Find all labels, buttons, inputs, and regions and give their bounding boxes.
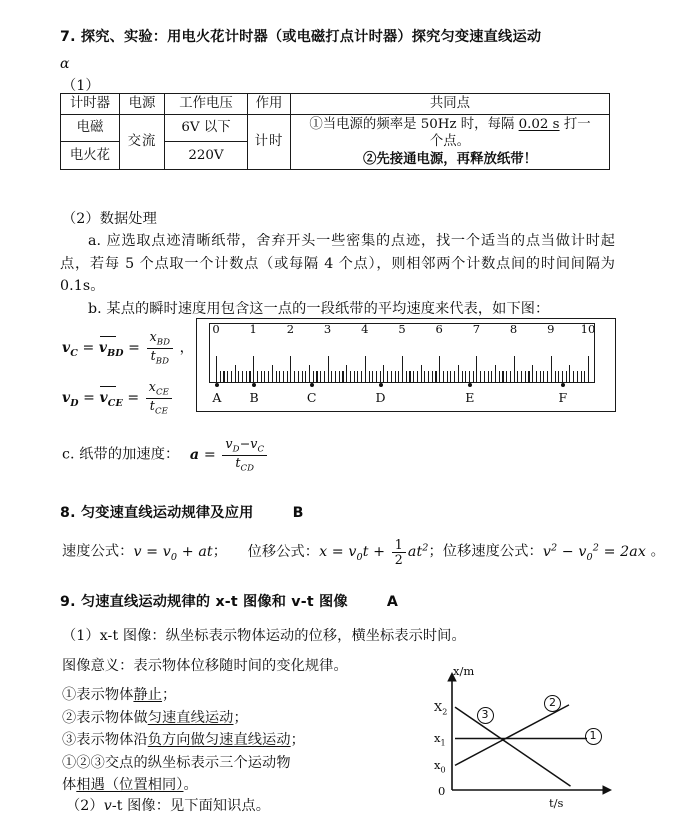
- ruler-minor-tick: [421, 365, 422, 382]
- common-point-1-lead: ①当电源的频率是 50Hz 时，每隔: [309, 116, 519, 132]
- ruler-minor-tick: [547, 371, 548, 382]
- ruler-minor-tick: [272, 365, 273, 382]
- formula-accel-minus: −: [239, 436, 251, 451]
- section-7-number: 7.: [60, 29, 76, 45]
- ruler-minor-tick: [521, 371, 522, 382]
- formula-vd-den-sub: CE: [154, 406, 168, 417]
- formula-vd-fraction: [146, 380, 172, 416]
- ruler-minor-tick: [469, 371, 470, 382]
- ruler-minor-tick: [350, 371, 351, 382]
- ruler-minor-tick: [346, 365, 347, 382]
- section-7-heading: [60, 27, 675, 48]
- ruler-minor-tick: [283, 371, 284, 382]
- section-8-grade: B: [292, 505, 304, 521]
- ruler-minor-tick: [577, 371, 578, 382]
- common-point-2: ②先接通电源，再释放纸带！: [362, 150, 538, 167]
- ruler-major-tick: [253, 356, 254, 382]
- list-item-tail: ；: [233, 709, 248, 726]
- ruler-minor-tick: [316, 371, 317, 382]
- formula-vc-numerator: $x_{BD}$: [147, 330, 174, 349]
- ruler-tick-row: [210, 324, 594, 382]
- list-item-emphasis: 匀速直线运动: [147, 709, 234, 726]
- ruler-minor-tick: [581, 371, 582, 382]
- formula-vc-mid-sub: BD: [107, 347, 124, 359]
- formula-accel-numerator: $v_D-v_C$: [222, 437, 267, 456]
- ruler-minor-tick: [231, 371, 232, 382]
- ruler-point-dot: [379, 383, 383, 387]
- ruler-point-dot: [561, 383, 565, 387]
- list-item: [62, 729, 392, 752]
- formula-vd-lhs-sub: D: [70, 397, 79, 409]
- ruler-minor-tick: [380, 371, 381, 382]
- ruler-minor-tick: [279, 371, 280, 382]
- ruler-minor-tick: [506, 371, 507, 382]
- ruler-minor-tick: [249, 371, 250, 382]
- displacement-formula-label: 位移公式：: [247, 543, 320, 560]
- ruler-minor-tick: [417, 371, 418, 382]
- section-9-title: 匀速直线运动规律的 x-t 图像和 v-t 图像: [80, 594, 348, 610]
- one-half-denominator: 2: [394, 551, 403, 567]
- formula-vc-den-sub: BD: [155, 356, 170, 367]
- ruler-minor-tick: [502, 371, 503, 382]
- section-9-paragraph-3: [66, 795, 270, 818]
- table-header-power: 电源: [120, 94, 165, 115]
- ruler-major-tick: [365, 356, 366, 382]
- ruler-minor-tick: [383, 365, 384, 382]
- ruler-tick-label: 6: [435, 322, 443, 336]
- formula-accel-lhs: a: [189, 446, 200, 463]
- ruler-minor-tick: [372, 371, 373, 382]
- cell-device-electromagnetic: 电磁: [61, 114, 120, 142]
- ruler-minor-tick: [558, 371, 559, 382]
- speed-formula-label: 速度公式：: [62, 543, 134, 560]
- ruler-minor-tick: [298, 371, 299, 382]
- ruler-minor-tick: [480, 371, 481, 382]
- ruler-minor-tick: [406, 371, 407, 382]
- ruler-body: [209, 323, 595, 383]
- ruler-minor-tick: [495, 365, 496, 382]
- table-header-row: [61, 94, 610, 115]
- ruler-minor-tick: [528, 371, 529, 382]
- xt-graph-annotation: 1: [585, 728, 602, 745]
- ruler-minor-tick: [447, 371, 448, 382]
- formula-vd-denominator: $t_{CE}$: [149, 397, 168, 417]
- ruler-minor-tick: [339, 371, 340, 382]
- section-9-p3-v: v: [103, 798, 112, 814]
- ruler-tick-label: 4: [361, 322, 369, 336]
- ruler-point-label: D: [375, 390, 386, 405]
- ruler-minor-tick: [517, 371, 518, 382]
- formula-vd-mid-sub: CE: [107, 397, 123, 409]
- ruler-minor-tick: [287, 371, 288, 382]
- ruler-tick-label: 8: [509, 322, 518, 336]
- data-processing-heading: （2）数据处理: [62, 211, 157, 227]
- ruler-minor-tick: [450, 371, 451, 382]
- ruler-tick-label: 1: [249, 322, 257, 336]
- ruler-minor-tick: [409, 371, 410, 382]
- section-9-p3-b: -t 图像：见下面知识点。: [111, 798, 271, 814]
- table-header-use: 作用: [248, 94, 291, 115]
- list-item-emphasis: 静止: [133, 687, 163, 703]
- xt-graph-x-axis-label: t/s: [549, 796, 564, 810]
- formula-accel-den-sub: CD: [240, 463, 255, 474]
- ruler-major-tick: [328, 356, 329, 382]
- speed-formula-sep: ；: [212, 543, 227, 560]
- ruler-point-dot: [468, 383, 472, 387]
- ruler-minor-tick: [398, 371, 399, 382]
- section-8-number: 8.: [60, 505, 76, 521]
- section-9-list: [62, 684, 392, 797]
- ruler-minor-tick: [223, 371, 224, 382]
- timer-comparison-table: [60, 93, 610, 170]
- ruler-tick-label: 9: [547, 322, 555, 336]
- table-row: [61, 114, 610, 142]
- ruler-minor-tick: [264, 371, 265, 382]
- data-processing-b: b. 某点的瞬时速度用包含这一点的一段纸带的平均速度来代表，如下图：: [88, 301, 550, 317]
- ruler-point-label: E: [465, 390, 475, 405]
- ruler-minor-tick: [562, 371, 563, 382]
- list-item-tail: ；: [162, 687, 177, 703]
- xt-graph-y-tick-label: $x_0$: [434, 758, 446, 775]
- formula-vc: $v_C = v_{BD}$ = $\frac{x_{BD}}{t_{BD}}$ ，: [62, 329, 194, 367]
- formula-vc-num-sub: BD: [156, 337, 171, 348]
- ruler-minor-tick: [510, 371, 511, 382]
- xt-graph-annotation: 2: [544, 695, 561, 712]
- formula-vd-num-sub: CE: [155, 387, 169, 398]
- ruler-minor-tick: [238, 371, 239, 382]
- common-point-1: [293, 116, 607, 134]
- list-item: [62, 752, 392, 775]
- ruler-minor-tick: [432, 371, 433, 382]
- ruler-minor-tick: [387, 371, 388, 382]
- one-half-fraction: [392, 538, 406, 565]
- ruler-minor-tick: [391, 371, 392, 382]
- ruler-minor-tick: [435, 371, 436, 382]
- xt-graph-y-tick-label: $x_1$: [434, 731, 446, 748]
- ruler-major-tick: [402, 356, 403, 382]
- ruler-major-tick: [439, 356, 440, 382]
- ruler-minor-tick: [324, 371, 325, 382]
- velocity-displacement-period: 。: [645, 543, 665, 560]
- ruler-minor-tick: [246, 371, 247, 382]
- velocity-displacement-label: 位移速度公式：: [442, 543, 543, 560]
- list-item-emphasis: 相遇（位置相同）: [76, 777, 184, 793]
- ruler-major-tick: [514, 356, 515, 382]
- common-point-1-tail: 打一: [559, 116, 591, 132]
- ruler-minor-tick: [525, 371, 526, 382]
- section-9-p3-a: （2）: [66, 798, 104, 814]
- ruler-minor-tick: [305, 371, 306, 382]
- xt-graph-origin-label: 0: [438, 784, 446, 798]
- ruler-minor-tick: [573, 371, 574, 382]
- one-half-numerator: 1: [392, 538, 406, 552]
- ruler-minor-tick: [555, 371, 556, 382]
- ruler-minor-tick: [413, 371, 414, 382]
- section-7-alpha: α: [60, 56, 70, 72]
- ruler-minor-tick: [454, 371, 455, 382]
- displacement-formula-sep: ；: [428, 543, 443, 560]
- ruler-minor-tick: [331, 371, 332, 382]
- xt-graph-line-③: [455, 707, 571, 786]
- formula-acceleration: a = $\frac{v_D-v_C}{t_{CD}}$: [190, 447, 269, 463]
- list-item-lead: 体: [62, 777, 77, 793]
- formula-vd-lhs: $v_D$: [62, 389, 79, 409]
- ruler-minor-tick: [424, 371, 425, 382]
- ruler-point-label: C: [306, 390, 317, 405]
- ruler-tick-label: 2: [286, 322, 295, 336]
- formula-vd: $v_D = v_{CE}$ = $\frac{x_{CE}}{t_{CE}}$: [62, 380, 174, 416]
- ruler-tick-label: 3: [323, 322, 332, 336]
- ruler-minor-tick: [342, 371, 343, 382]
- ruler-major-tick: [216, 356, 217, 382]
- section-9-heading: [60, 592, 398, 613]
- xt-graph-svg: [432, 662, 632, 812]
- velocity-displacement-formula: $v^2 - v_0^2 = 2ax$: [542, 542, 646, 563]
- ruler-minor-tick: [257, 371, 258, 382]
- ruler-minor-tick: [499, 371, 500, 382]
- ruler-minor-tick: [235, 365, 236, 382]
- formula-vc-comma: ，: [179, 339, 194, 356]
- ruler-minor-tick: [354, 371, 355, 382]
- formula-vc-mid: $v_{BD}$: [99, 337, 124, 365]
- common-point-1-cont: 个点。: [429, 134, 471, 149]
- ruler-minor-tick: [569, 365, 570, 382]
- ruler-minor-tick: [465, 371, 466, 382]
- section-9-paragraph-2: 图像意义：表示物体位移随时间的变化规律。: [62, 658, 348, 674]
- xt-graph-y-tick-label: $X_2$: [434, 700, 448, 717]
- ruler-point-dot: [252, 383, 256, 387]
- cell-device-spark: 电火花: [61, 142, 120, 170]
- ruler-minor-tick: [357, 371, 358, 382]
- cell-use-timing: 计时: [248, 114, 291, 170]
- ruler-minor-tick: [276, 371, 277, 382]
- acceleration-label: c. 纸带的加速度：: [62, 446, 180, 463]
- formula-vc-denominator: $t_{BD}$: [150, 347, 170, 367]
- ruler-minor-tick: [313, 371, 314, 382]
- common-point-1-interval: 0.02 s: [518, 116, 560, 132]
- xt-graph-annotation: 3: [477, 707, 494, 724]
- ruler-minor-tick: [443, 371, 444, 382]
- section-9-grade: A: [386, 594, 399, 610]
- ruler-tick-label: 10: [580, 322, 596, 336]
- ruler-minor-tick: [302, 371, 303, 382]
- table-header-common: 共同点: [291, 94, 610, 115]
- ruler-minor-tick: [294, 371, 295, 382]
- section-8-heading: [60, 503, 304, 524]
- speed-formula: $v = v_0$ + at: [133, 543, 213, 563]
- list-item-emphasis: 负方向做匀速直线运动: [147, 732, 291, 748]
- list-item: [62, 774, 392, 797]
- displacement-formula: $x = v_0t$ + $\frac{1}{2}$ $at^2$: [319, 537, 429, 567]
- ruler-minor-tick: [361, 371, 362, 382]
- table-header-device: 计时器: [61, 94, 120, 115]
- formula-accel-fraction: [222, 437, 267, 473]
- section-7-title: 探究、实验：用电火花计时器（或电磁打点计时器）探究匀变速直线运动: [80, 29, 542, 45]
- xt-graph: [432, 662, 632, 812]
- formula-vc-lhs: $v_C$: [62, 339, 78, 359]
- ruler-minor-tick: [488, 371, 489, 382]
- xt-graph-y-axis-label: x/m: [453, 664, 475, 678]
- ruler-point-label: A: [212, 390, 222, 405]
- acceleration-line: [62, 437, 269, 473]
- formula-vc-fraction: [147, 330, 174, 366]
- list-item-lead: ①②③交点的纵坐标表示三个运动物: [62, 754, 291, 771]
- ruler-minor-tick: [540, 371, 541, 382]
- list-item-lead: ②表示物体做: [62, 709, 148, 726]
- cell-common-points: [291, 114, 610, 170]
- ruler-minor-tick: [227, 371, 228, 382]
- section-8-title: 匀变速直线运动规律及应用: [80, 505, 254, 521]
- formula-vd-mid: $v_{CE}$: [100, 387, 123, 415]
- ruler-major-tick: [588, 356, 589, 382]
- formula-accel-denominator: $t_{CD}$: [235, 454, 255, 474]
- cell-power-ac: 交流: [120, 114, 165, 170]
- list-item-lead: ③表示物体沿: [62, 732, 148, 748]
- ruler-minor-tick: [543, 371, 544, 382]
- section-7-item-1: （1）: [62, 78, 100, 94]
- list-item: [62, 684, 392, 707]
- ruler-minor-tick: [584, 371, 585, 382]
- section-9-paragraph-1: （1）x-t 图像：纵坐标表示物体运动的位移，横坐标表示时间。: [62, 628, 466, 644]
- ruler-point-dot: [215, 383, 219, 387]
- ruler-minor-tick: [320, 371, 321, 382]
- ruler-minor-tick: [473, 371, 474, 382]
- ruler-minor-tick: [566, 371, 567, 382]
- ruler-point-row: [209, 383, 593, 409]
- ruler-major-tick: [290, 356, 291, 382]
- ruler-minor-tick: [376, 371, 377, 382]
- list-item-lead: ①表示物体: [62, 687, 134, 703]
- ruler-point-label: B: [249, 390, 259, 405]
- data-processing-a: a. 应选取点迹清晰纸带，舍弃开头一些密集的点迹，找一个适当的点当做计时起点，若每 5 个点取一个计数点（或每隔 4 个点），则相邻两个计数点间的时间间隔为 0.1s。: [60, 233, 615, 294]
- list-item-tail: 。: [183, 777, 198, 793]
- cell-voltage-high: 220V: [165, 142, 248, 170]
- ruler-minor-tick: [491, 371, 492, 382]
- formula-vc-lhs-sub: C: [70, 347, 78, 359]
- ruler-figure: [196, 318, 616, 412]
- ruler-minor-tick: [395, 371, 396, 382]
- table-header-voltage: 工作电压: [165, 94, 248, 115]
- ruler-point-label: F: [558, 390, 568, 405]
- ruler-minor-tick: [261, 371, 262, 382]
- ruler-minor-tick: [428, 371, 429, 382]
- ruler-minor-tick: [458, 365, 459, 382]
- formula-accel-num-b-sub: C: [257, 444, 265, 455]
- section-8-formulas: [62, 537, 665, 569]
- list-item-tail: ；: [290, 732, 305, 748]
- ruler-point-dot: [310, 383, 314, 387]
- ruler-minor-tick: [268, 371, 269, 382]
- cell-voltage-low: 6V 以下: [165, 114, 248, 142]
- ruler-tick-label: 7: [472, 322, 481, 336]
- ruler-minor-tick: [532, 365, 533, 382]
- ruler-minor-tick: [220, 371, 221, 382]
- ruler-tick-label: 5: [398, 322, 406, 336]
- formula-accel-num-a-sub: D: [232, 444, 240, 455]
- list-item: [62, 707, 392, 730]
- ruler-minor-tick: [369, 371, 370, 382]
- section-9-number: 9.: [60, 594, 76, 610]
- ruler-minor-tick: [462, 371, 463, 382]
- formula-vd-numerator: $x_{CE}$: [146, 380, 172, 399]
- ruler-minor-tick: [335, 371, 336, 382]
- ruler-major-tick: [551, 356, 552, 382]
- ruler-minor-tick: [484, 371, 485, 382]
- ruler-tick-label: 0: [212, 322, 220, 336]
- ruler-major-tick: [476, 356, 477, 382]
- ruler-minor-tick: [309, 365, 310, 382]
- ruler-minor-tick: [242, 371, 243, 382]
- xt-graph-line-②: [455, 705, 569, 765]
- ruler-minor-tick: [536, 371, 537, 382]
